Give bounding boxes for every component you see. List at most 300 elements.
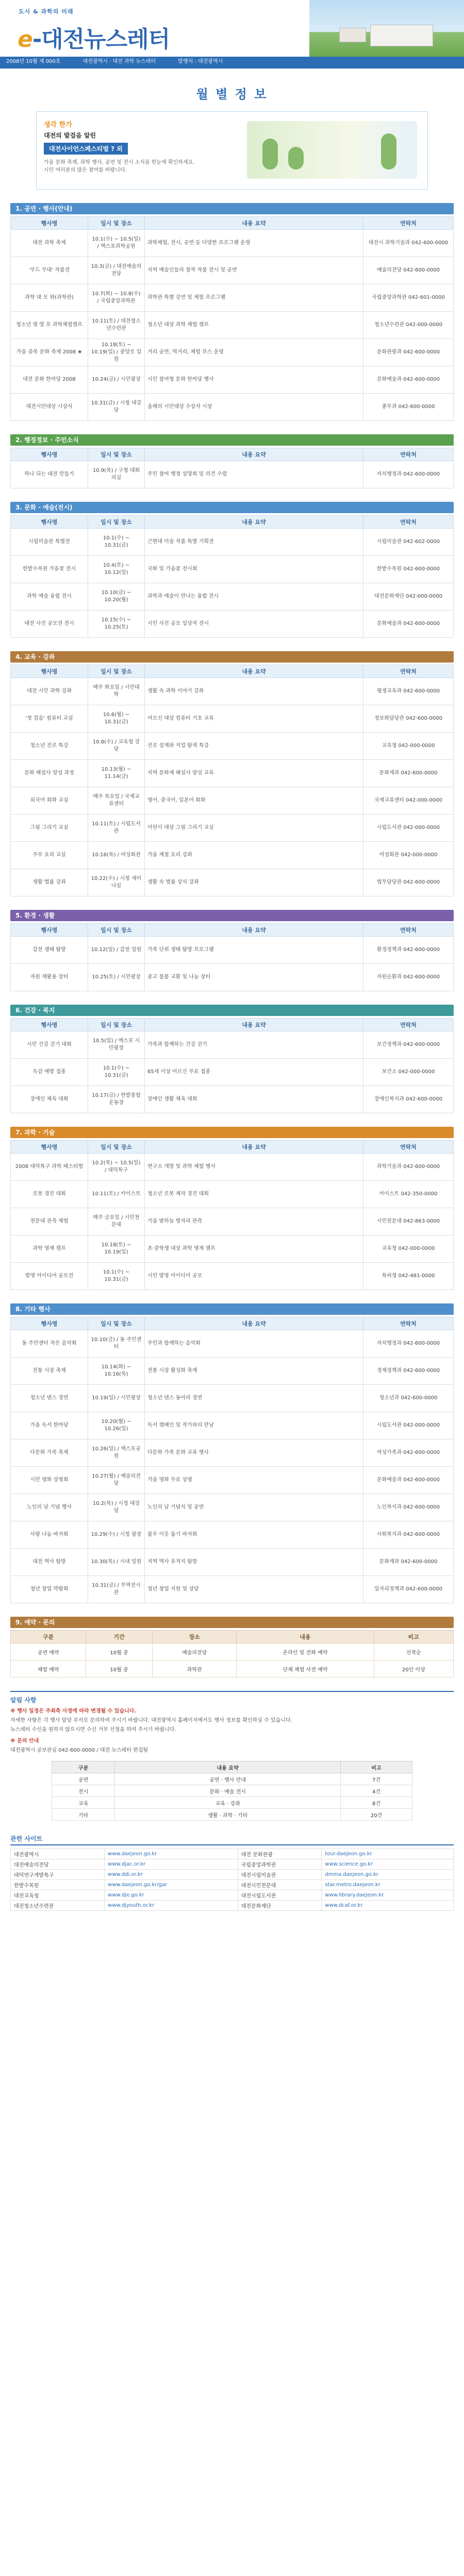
event-summary-cell: 과학관 특별 강연 및 체험 프로그램 <box>145 284 363 312</box>
section-s5 <box>10 910 454 991</box>
section-table <box>10 515 454 638</box>
link-row <box>11 1849 454 1859</box>
link-url[interactable]: tour.daejeon.go.kr <box>322 1849 454 1859</box>
event-contact-cell: 국립중앙과학관 042-601-0000 <box>363 284 454 312</box>
link-name: 대덕연구개발특구 <box>11 1870 105 1880</box>
table-row[interactable] <box>11 1643 454 1660</box>
event-name-cell: 시민 영화 상영회 <box>11 1467 88 1494</box>
column-header: 연락처 <box>363 217 454 230</box>
table-row[interactable] <box>11 1031 454 1059</box>
column-header: 내용 요약 <box>145 1317 363 1330</box>
event-date-cell: 매주 목요일 / 국제교류센터 <box>88 787 145 815</box>
event-date-cell: 10.13(월) ~ 11.14(금) <box>88 760 145 787</box>
link-name: 한밭수목원 <box>11 1880 105 1890</box>
table-cell: 과학관 <box>152 1660 237 1677</box>
table-row[interactable] <box>11 257 454 284</box>
table-row[interactable] <box>11 1660 454 1677</box>
tree-illustration <box>381 133 396 170</box>
event-summary-cell: 청소년 로봇 제작 경진 대회 <box>145 1181 363 1208</box>
event-contact-cell: 국제교류센터 042-000-0000 <box>363 787 454 815</box>
table-row[interactable] <box>11 1181 454 1208</box>
column-header: 행사명 <box>11 665 88 678</box>
section-s6 <box>10 1005 454 1113</box>
column-header: 연락처 <box>363 924 454 937</box>
column-header: 내용 요약 <box>145 665 363 678</box>
column-header: 행사명 <box>11 516 88 529</box>
table-row[interactable] <box>11 787 454 815</box>
event-date-cell: 10.22(수) / 시청 세미나실 <box>88 869 145 896</box>
event-contact-cell: 청소년수련관 042-000-0000 <box>363 312 454 339</box>
event-date-cell: 10.17(금) / 한밭종합운동장 <box>88 1086 145 1113</box>
event-name-cell: 생활 법률 강좌 <box>11 869 88 896</box>
table-cell: 공연 · 행사 안내 <box>115 1773 341 1785</box>
event-date-cell: 10.1(수) ~ 10.31(금) <box>88 529 145 556</box>
event-name-cell: 로봇 경진 대회 <box>11 1181 88 1208</box>
event-summary-cell: 생활 속 법률 상식 강좌 <box>145 869 363 896</box>
event-contact-cell: 사회복지과 042-600-0000 <box>363 1521 454 1549</box>
event-date-cell: 10.29(수) / 시청 광장 <box>88 1521 145 1549</box>
column-header: 연락처 <box>363 1019 454 1031</box>
event-summary-cell: 생활 속 과학 이야기 강좌 <box>145 678 363 705</box>
month-feature-box[interactable] <box>36 111 428 190</box>
event-date-cell: 10.27(월) / 예술의전당 <box>88 1467 145 1494</box>
event-contact-cell: 문화관광과 042-600-0000 <box>363 339 454 366</box>
section-s1 <box>10 203 454 421</box>
table-cell: 문화 · 예술 전시 <box>115 1785 341 1797</box>
table-row[interactable] <box>11 366 454 394</box>
link-url[interactable]: www.daejeon.go.kr/gar <box>105 1880 238 1890</box>
link-name: 대전 문화관광 <box>238 1849 322 1859</box>
table-row[interactable] <box>11 1235 454 1263</box>
event-date-cell: 10.30(목) / 시내 일원 <box>88 1549 145 1576</box>
event-date-cell: 10.24(금) / 시민광장 <box>88 366 145 394</box>
event-name-cell: 사랑 나눔 바자회 <box>11 1521 88 1549</box>
event-contact-cell: 보건정책과 042-600-0000 <box>363 1031 454 1059</box>
notice-paragraph: 대전광역시 공보관실 042-600-0000 / 대전 뉴스레터 편집팀 <box>10 1748 148 1753</box>
event-name-cell: 그림 그리기 교실 <box>11 815 88 842</box>
event-contact-cell: 카이스트 042-350-0000 <box>363 1181 454 1208</box>
event-summary-cell: 초·중학생 대상 과학 영재 캠프 <box>145 1235 363 1263</box>
event-contact-cell: 자치행정과 042-600-0000 <box>363 1330 454 1358</box>
column-header: 일시 및 장소 <box>88 1317 145 1330</box>
event-date-cell: 10.15(수) ~ 10.25(토) <box>88 611 145 638</box>
table-cell: 20인 이상 <box>374 1660 453 1677</box>
event-name-cell: 문화 해설사 양성 과정 <box>11 760 88 787</box>
event-contact-cell: 장애인복지과 042-600-0000 <box>363 1086 454 1113</box>
event-name-cell: 하나 되는 대전 만들기 <box>11 461 88 488</box>
notice-sub-2: ※ 문의 안내 <box>10 1738 39 1744</box>
column-header: 일시 및 장소 <box>88 217 145 230</box>
table-cell: 기타 <box>52 1809 115 1821</box>
table-row[interactable] <box>11 312 454 339</box>
event-summary-cell: 장애인 생활 체육 대회 <box>145 1086 363 1113</box>
column-header: 기간 <box>86 1631 153 1643</box>
link-url[interactable]: www.djac.or.kr <box>105 1859 238 1870</box>
event-date-cell: 매주 금요일 / 시민천문대 <box>88 1208 145 1235</box>
photo-building-small <box>339 28 366 42</box>
event-date-cell: 10.8(수) / 교육청 강당 <box>88 733 145 760</box>
column-header: 내용 요약 <box>145 924 363 937</box>
table-cell: 온라인 및 전화 예약 <box>237 1643 374 1660</box>
event-name-cell: 대전 역사 탐방 <box>11 1549 88 1576</box>
event-date-cell: 10.3(금) / 대전예술의전당 <box>88 257 145 284</box>
link-row <box>11 1901 454 1911</box>
table-cell: 10월 중 <box>86 1660 153 1677</box>
table-row[interactable] <box>11 1412 454 1439</box>
link-name: 대전시민천문대 <box>238 1880 322 1890</box>
event-summary-cell: 국화 및 가을꽃 전시회 <box>145 556 363 583</box>
column-header: 일시 및 장소 <box>88 1019 145 1031</box>
event-name-cell: 전통 시장 축제 <box>11 1358 88 1385</box>
event-date-cell: 10.7(화) ~ 10.8(수) / 국립중앙과학관 <box>88 284 145 312</box>
table-cell: 체험 예약 <box>11 1660 86 1677</box>
event-date-cell: 10.16(목) / 여성회관 <box>88 842 145 869</box>
table-row[interactable] <box>11 556 454 583</box>
feature-line-2: 대전의 발걸음 알린 <box>44 132 96 139</box>
event-date-cell: 10.31(금) / 시청 대강당 <box>88 394 145 421</box>
event-name-cell: 가을 골목 문화 축제 2008 ★ <box>11 339 88 366</box>
table-cell: 공연 <box>52 1773 115 1785</box>
table-cell: 선착순 <box>374 1643 453 1660</box>
event-summary-cell: 근현대 미술 작품 특별 기획전 <box>145 529 363 556</box>
event-date-cell: 10.2(목) ~ 10.5(일) / 대덕특구 <box>88 1154 145 1181</box>
table-row[interactable] <box>11 760 454 787</box>
section-table <box>10 1317 454 1603</box>
table-cell: 8건 <box>341 1797 412 1809</box>
links-table <box>10 1849 454 1911</box>
event-date-cell: 10.10(금) / 동 주민센터 <box>88 1330 145 1358</box>
section-title: 1. 공연 · 행사(안내) <box>10 203 454 214</box>
section-table <box>10 216 454 421</box>
event-contact-cell: 교육청 042-000-0000 <box>363 1235 454 1263</box>
link-name: 대전광역시 <box>11 1849 105 1859</box>
link-url[interactable]: www.dcaf.or.kr <box>322 1901 454 1911</box>
table-row[interactable] <box>11 461 454 488</box>
feature-badge: 대전사이언스페스티벌 ? 외 <box>44 143 128 155</box>
table-row[interactable] <box>11 1208 454 1235</box>
event-date-cell: 10.14(화) ~ 10.16(목) <box>88 1358 145 1385</box>
event-contact-cell: 시민천문대 042-863-0000 <box>363 1208 454 1235</box>
table-row[interactable] <box>11 611 454 638</box>
event-name-cell: 청소년 영 열 포 과학체험캠프 <box>11 312 88 339</box>
column-header: 연락처 <box>363 665 454 678</box>
column-header: 연락처 <box>363 1317 454 1330</box>
table-cell: 단체 체험 사전 예약 <box>237 1660 374 1677</box>
event-name-cell: 발명 아이디어 공모전 <box>11 1263 88 1290</box>
event-summary-cell: 시민 발명 아이디어 공모 <box>145 1263 363 1290</box>
event-summary-cell: 어린이 대상 그림 그리기 교실 <box>145 815 363 842</box>
event-summary-cell: 가을 밤하늘 별자리 관측 <box>145 1208 363 1235</box>
notice-paragraph: 뉴스레터 수신을 원하지 않으시면 수신 거부 신청을 하여 주시기 바랍니다. <box>10 1727 176 1733</box>
table-cell: 공연 예약 <box>11 1643 86 1660</box>
event-summary-cell: 청소년 댄스 동아리 경연 <box>145 1385 363 1412</box>
column-header: 연락처 <box>363 1141 454 1154</box>
event-summary-cell: 진로 설계와 직업 탐색 특강 <box>145 733 363 760</box>
event-date-cell: 10.11(토) / 시립도서관 <box>88 815 145 842</box>
event-name-cell: '무드 무대' 작품전 <box>11 257 88 284</box>
table-row[interactable] <box>11 964 454 991</box>
section-s2 <box>10 434 454 488</box>
link-name: 국립중앙과학관 <box>238 1859 322 1870</box>
header-info-bar <box>0 57 464 67</box>
link-name: 대전교육청 <box>11 1890 105 1901</box>
event-contact-cell: 대전시 과학기술과 042-600-0000 <box>363 230 454 257</box>
event-name-cell: 시민 건강 걷기 대회 <box>11 1031 88 1059</box>
column-header: 내용 요약 <box>145 516 363 529</box>
event-name-cell: 과학 대 모 와(과학관) <box>11 284 88 312</box>
event-summary-cell: 영어, 중국어, 일본어 회화 <box>145 787 363 815</box>
link-url[interactable]: www.djyouth.or.kr <box>105 1901 238 1911</box>
logo-e: e <box>18 26 32 53</box>
event-summary-cell: 노인의 날 기념식 및 공연 <box>145 1494 363 1521</box>
section-title: 2. 행정정보 · 주민소식 <box>10 434 454 446</box>
table-cell: 전시 <box>52 1785 115 1797</box>
table-row[interactable] <box>11 869 454 896</box>
event-name-cell: 갑천 생태 탐방 <box>11 937 88 964</box>
table-row[interactable] <box>11 815 454 842</box>
table-cell: 4건 <box>341 1785 412 1797</box>
column-header: 내용 요약 <box>145 1141 363 1154</box>
column-header: 내용 요약 <box>115 1761 341 1773</box>
brand-small-text: 도시 & 과학의 미래 <box>19 8 74 15</box>
table-row[interactable] <box>11 1154 454 1181</box>
column-header: 비고 <box>374 1631 453 1643</box>
event-summary-cell: 주민과 함께하는 음악회 <box>145 1330 363 1358</box>
event-date-cell: 10.18(토) ~ 10.19(일) / 중앙로 일원 <box>88 339 145 366</box>
related-links <box>10 1834 454 1911</box>
event-date-cell: 10.11(토) / 대전청소년수련관 <box>88 312 145 339</box>
event-date-cell: 10.20(월) ~ 10.26(일) <box>88 1412 145 1439</box>
event-summary-cell: 올해의 시민대상 수상자 시상 <box>145 394 363 421</box>
publisher: 발행처 : 대전광역시 <box>178 59 223 64</box>
event-date-cell: 10.9(목) / 구청 대회의실 <box>88 461 145 488</box>
event-summary-cell: 청소년 대상 과학 체험 캠프 <box>145 312 363 339</box>
section-s8 <box>10 1303 454 1603</box>
event-contact-cell: 문화재과 042-600-0000 <box>363 1549 454 1576</box>
section-s3 <box>10 502 454 638</box>
column-header: 행사명 <box>11 1317 88 1330</box>
event-date-cell: 10.1(수) ~ 10.5(일) / 엑스포과학공원 <box>88 230 145 257</box>
column-header: 연락처 <box>363 448 454 461</box>
event-summary-cell: 독서 캠페인 및 작가와의 만남 <box>145 1412 363 1439</box>
table-row[interactable] <box>11 1330 454 1358</box>
table-row[interactable] <box>11 394 454 421</box>
table-row[interactable] <box>11 230 454 257</box>
section-title: 4. 교육 · 강좌 <box>10 651 454 663</box>
event-name-cell: 주부 요리 교실 <box>11 842 88 869</box>
table-row <box>52 1809 412 1821</box>
table-row[interactable] <box>11 1549 454 1576</box>
event-contact-cell: 청소년과 042-600-0000 <box>363 1385 454 1412</box>
link-name: 대전문화재단 <box>238 1901 322 1911</box>
event-contact-cell: 한밭수목원 042-600-0000 <box>363 556 454 583</box>
column-header: 내용 요약 <box>145 448 363 461</box>
section-s4 <box>10 651 454 896</box>
link-row <box>11 1880 454 1890</box>
table-row[interactable] <box>11 1576 454 1603</box>
event-contact-cell: 시립미술관 042-602-0000 <box>363 529 454 556</box>
event-summary-cell: 지역 역사 유적지 탐방 <box>145 1549 363 1576</box>
table-cell: 10월 중 <box>86 1643 153 1660</box>
link-url[interactable]: star.metro.daejeon.kr <box>322 1880 454 1890</box>
event-name-cell: 독감 예방 접종 <box>11 1059 88 1086</box>
event-summary-cell: 가을 제철 요리 강좌 <box>145 842 363 869</box>
event-summary-cell: 연구소 개방 및 과학 체험 행사 <box>145 1154 363 1181</box>
column-header: 내용 요약 <box>145 1019 363 1031</box>
event-date-cell: 10.2(목) / 시청 대강당 <box>88 1494 145 1521</box>
event-contact-cell: 자원순환과 042-600-0000 <box>363 964 454 991</box>
section-title: 7. 과학 · 기술 <box>10 1127 454 1138</box>
event-date-cell: 매주 화요일 / 시민대학 <box>88 678 145 705</box>
event-summary-cell: 지역 문화재 해설사 양성 교육 <box>145 760 363 787</box>
table-row[interactable] <box>11 733 454 760</box>
table-row[interactable] <box>11 1521 454 1549</box>
table-cell: 7건 <box>341 1773 412 1785</box>
reservation-table <box>10 1630 454 1677</box>
section-table <box>10 1018 454 1113</box>
link-row <box>11 1859 454 1870</box>
table-row[interactable] <box>11 1439 454 1467</box>
header-photo <box>309 0 464 58</box>
table-row[interactable] <box>11 678 454 705</box>
link-name: 대전청소년수련관 <box>11 1901 105 1911</box>
event-name-cell: 과학 예술 융합 전시 <box>11 583 88 611</box>
event-summary-cell: 전통 시장 활성화 축제 <box>145 1358 363 1385</box>
event-date-cell: 10.11(토) / 카이스트 <box>88 1181 145 1208</box>
table-row[interactable] <box>11 937 454 964</box>
table-cell: 생활 · 과학 · 기타 <box>115 1809 341 1821</box>
event-date-cell: 10.1(수) ~ 10.31(금) <box>88 1059 145 1086</box>
event-name-cell: 대전 사진 공모전 전시 <box>11 611 88 638</box>
event-name-cell: 대전 과학 축제 <box>11 230 88 257</box>
event-name-cell: 청소년 댄스 경연 <box>11 1385 88 1412</box>
feature-illustration <box>247 121 417 179</box>
notice-paragraph: 자세한 사항은 각 행사 담당 부서로 문의하여 주시기 바랍니다. 대전광역시 홈페이지에서도 행사 정보를 확인하실 수 있습니다. <box>10 1718 292 1723</box>
table-row[interactable] <box>11 1086 454 1113</box>
event-contact-cell: 일자리정책과 042-600-0000 <box>363 1576 454 1603</box>
section-table <box>10 923 454 991</box>
event-name-cell: 다문화 가족 축제 <box>11 1439 88 1467</box>
event-summary-cell: 지역 예술인들의 창작 작품 전시 및 공연 <box>145 257 363 284</box>
column-header: 행사명 <box>11 1141 88 1154</box>
event-contact-cell: 문화예술과 042-600-0000 <box>363 366 454 394</box>
link-row <box>11 1870 454 1880</box>
newsletter-subtitle: 대전광역시 · 대전 과학 뉴스레터 <box>82 59 156 64</box>
reservation-section <box>10 1617 454 1677</box>
event-contact-cell: 대전문화재단 042-000-0000 <box>363 583 454 611</box>
table-row[interactable] <box>11 1385 454 1412</box>
table-row[interactable] <box>11 1494 454 1521</box>
event-contact-cell: 정보화담당관 042-600-0000 <box>363 705 454 733</box>
month-feature-text <box>44 119 198 174</box>
links-title: 관련 사이트 <box>10 1834 454 1845</box>
notice-sub-1: ※ 행사 일정은 주최측 사정에 따라 변경될 수 있습니다. <box>10 1708 137 1714</box>
event-date-cell: 10.25(토) / 시민광장 <box>88 964 145 991</box>
table-row[interactable] <box>11 705 454 733</box>
event-contact-cell: 노인복지과 042-600-0000 <box>363 1494 454 1521</box>
link-url[interactable]: www.science.go.kr <box>322 1859 454 1870</box>
event-name-cell: 2008 대덕특구 과학 페스티벌 <box>11 1154 88 1181</box>
event-contact-cell: 여성가족과 042-600-0000 <box>363 1439 454 1467</box>
event-date-cell: 10.10(금) ~ 10.20(월) <box>88 583 145 611</box>
newsletter-logo[interactable] <box>18 21 170 54</box>
event-date-cell: 10.5(일) / 엑스포 시민광장 <box>88 1031 145 1059</box>
link-name: 대전시립도서관 <box>238 1890 322 1901</box>
link-url[interactable]: www.daejeon.go.kr <box>105 1849 238 1859</box>
link-url[interactable]: dmma.daejeon.go.kr <box>322 1870 454 1880</box>
column-header: 연락처 <box>363 516 454 529</box>
event-contact-cell: 환경정책과 042-600-0000 <box>363 937 454 964</box>
column-header: 일시 및 장소 <box>88 924 145 937</box>
table-row[interactable] <box>11 339 454 366</box>
link-url[interactable]: www.dje.go.kr <box>105 1890 238 1901</box>
column-header: 내용 <box>237 1631 374 1643</box>
column-header: 장소 <box>152 1631 237 1643</box>
column-header: 행사명 <box>11 217 88 230</box>
tree-illustration <box>262 139 278 170</box>
section-table <box>10 1140 454 1290</box>
summary-table <box>52 1761 412 1821</box>
event-name-cell: 한밭수목원 가을꽃 전시 <box>11 556 88 583</box>
event-summary-cell: 거리 공연, 먹거리, 체험 부스 운영 <box>145 339 363 366</box>
link-url[interactable]: www.ddi.or.kr <box>105 1870 238 1880</box>
event-name-cell: 외국어 회화 교실 <box>11 787 88 815</box>
table-row[interactable] <box>11 529 454 556</box>
column-header: 구분 <box>11 1631 86 1643</box>
link-row <box>11 1890 454 1901</box>
notice-title: 알림 사항 <box>10 1697 37 1704</box>
table-row <box>52 1797 412 1809</box>
event-name-cell: 시립미술관 특별전 <box>11 529 88 556</box>
event-contact-cell: 문화예술과 042-600-0000 <box>363 611 454 638</box>
event-summary-cell: 가족 단위 생태 탐방 프로그램 <box>145 937 363 964</box>
event-summary-cell: 다문화 가족 문화 교류 행사 <box>145 1439 363 1467</box>
event-name-cell: 가을 독서 한마당 <box>11 1412 88 1439</box>
table-row[interactable] <box>11 842 454 869</box>
section-title: 6. 건강 · 복지 <box>10 1005 454 1016</box>
logo-text: -대전뉴스레터 <box>32 26 170 53</box>
header <box>0 0 464 69</box>
event-contact-cell: 문화예술과 042-600-0000 <box>363 1467 454 1494</box>
event-contact-cell: 보건소 042-000-0000 <box>363 1059 454 1086</box>
event-summary-cell: 65세 이상 어르신 무료 접종 <box>145 1059 363 1086</box>
event-summary-cell: 어르신 대상 컴퓨터 기초 교육 <box>145 705 363 733</box>
table-row <box>52 1785 412 1797</box>
event-summary-cell: 불우 이웃 돕기 바자회 <box>145 1521 363 1549</box>
event-date-cell: 10.18(토) ~ 10.19(일) <box>88 1235 145 1263</box>
event-summary-cell: 가을 명화 무료 상영 <box>145 1467 363 1494</box>
event-name-cell: 동 주민센터 작은 음악회 <box>11 1330 88 1358</box>
table-row[interactable] <box>11 1059 454 1086</box>
section-title: 5. 환경 · 생활 <box>10 910 454 921</box>
event-date-cell: 10.19(일) / 시민광장 <box>88 1385 145 1412</box>
table-row[interactable] <box>11 284 454 312</box>
column-header: 일시 및 장소 <box>88 448 145 461</box>
link-name: 대전예술의전당 <box>11 1859 105 1870</box>
event-summary-cell: 시민 참여형 문화 한마당 행사 <box>145 366 363 394</box>
table-row[interactable] <box>11 1467 454 1494</box>
feature-line-1: 생각 한가 <box>44 121 72 129</box>
event-name-cell: 천문대 관측 체험 <box>11 1208 88 1235</box>
link-url[interactable]: www.library.daejeon.kr <box>322 1890 454 1901</box>
table-row[interactable] <box>11 1263 454 1290</box>
table-cell: 교육 <box>52 1797 115 1809</box>
table-cell: 20건 <box>341 1809 412 1821</box>
table-row[interactable] <box>11 1358 454 1385</box>
tree-illustration <box>288 147 304 170</box>
table-row <box>52 1773 412 1785</box>
table-row[interactable] <box>11 583 454 611</box>
